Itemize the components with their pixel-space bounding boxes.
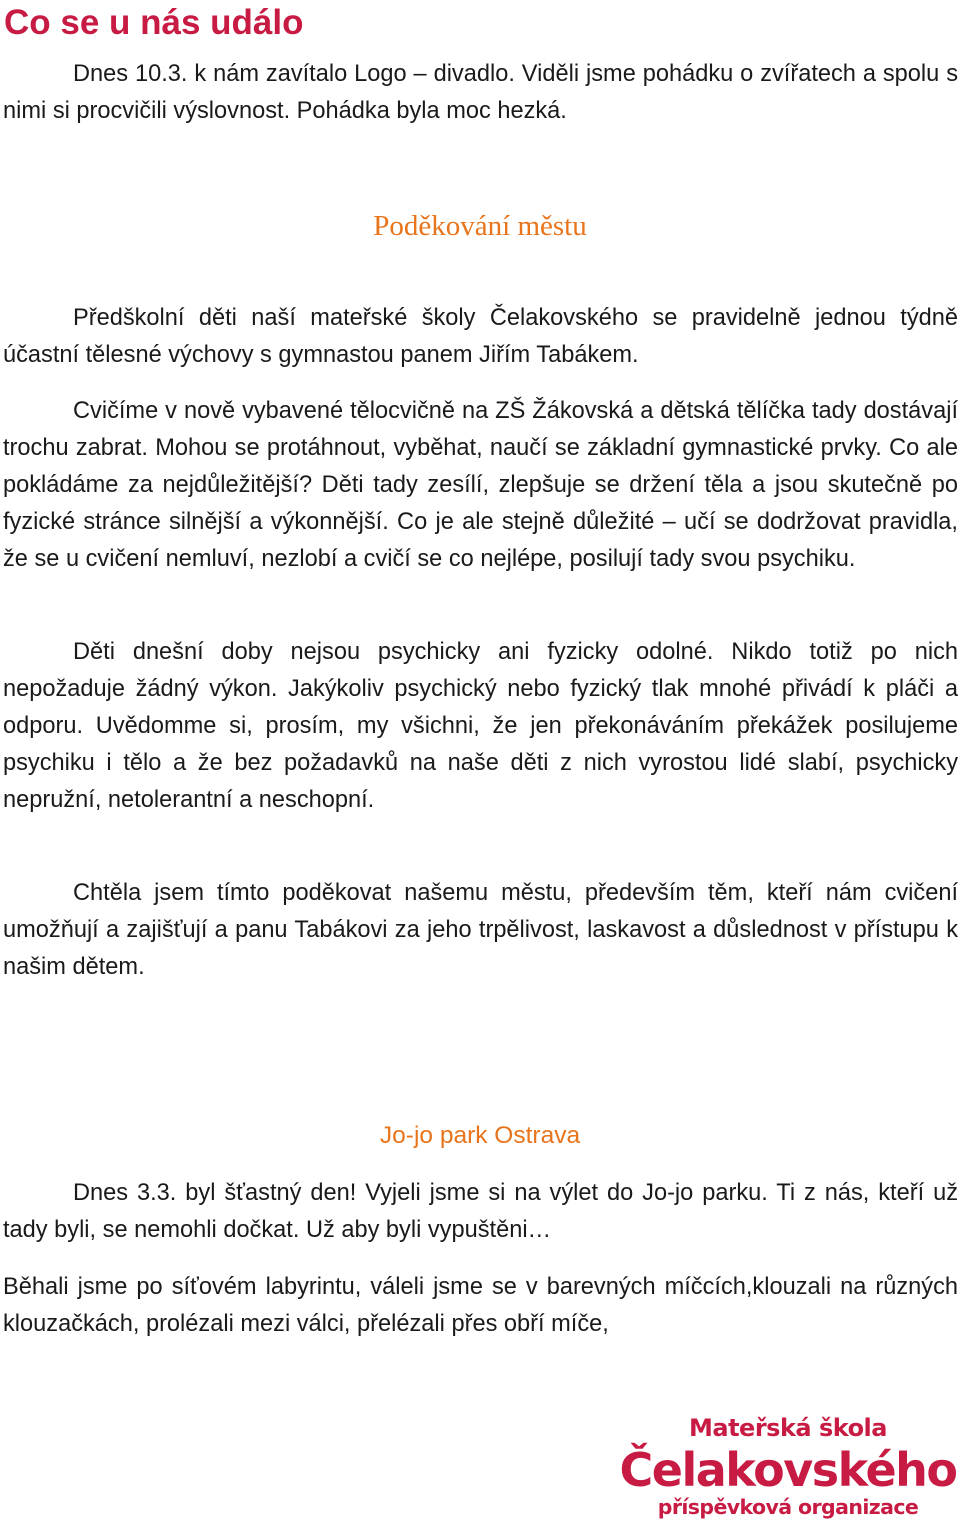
section-heading-jojo-park: Jo-jo park Ostrava xyxy=(379,1122,581,1149)
paragraph-thanks-intro: Předškolní děti naší mateřské školy Čelakovského se pravidelně jednou týdně účastní tělesné výchovy s gymnastou panem Jiřím Tabákem. xyxy=(3,305,958,368)
paragraph-gym: Cvičíme v nově vybavené tělocvičně na ZŠ Žákovská a dětská tělíčka tady dostávají trochu zabrat. Mohou se protáhnout, vyběhat, naučí se základní gymnastické prvky. Co ale pokládáme za nejdůležitější? Děti tady zesílí, zlepšuje se držení těla a jsou skutečně po fyzické stránce silnější a výkonnější. Co je ale stejně důležité – učí se dodržovat pravidla, že se u cvičení nemluví, nezlobí a cvičí se co nejlépe, posilují tady svou psychiku. xyxy=(3,398,958,572)
page-title: Co se u nás událo xyxy=(4,3,304,42)
paragraph-resilience: Děti dnešní doby nejsou psychicky ani fyzicky odolné. Nikdo totiž po nich nepožaduje žádný výkon. Jakýkoliv psychický nebo fyzický tlak mnohé přivádí k pláči a odporu. Uvědomme si, prosím, my všichni, že jen překonáváním překážek posilujeme psychiku i tělo a že bez požadavků na naše děti z nich vyrostou lidé slabí, psychicky nepružní, netolerantní a neschopní. xyxy=(3,639,958,813)
school-logo xyxy=(618,1410,958,1520)
paragraph-logo-theatre: Dnes 10.3. k nám zavítalo Logo – divadlo. Viděli jsme pohádku o zvířatech a spolu s nimi si procvičili výslovnost. Pohádka byla moc hezká. xyxy=(3,61,958,124)
logo-line-organization: příspěvková organizace xyxy=(657,1495,919,1519)
paragraph-gratitude: Chtěla jsem tímto poděkovat našemu městu, především těm, kteří nám cvičení umožňují a zajišťují a panu Tabákovi za jeho trpělivost, laskavost a důslednost v přístupu k našim dětem. xyxy=(3,880,958,980)
paragraph-jojo-activities: Běhali jsme po síťovém labyrintu, váleli jsme se v barevných míčcích,klouzali na různých klouzačkách, prolézali mezi válci, přelézali přes obří míče, xyxy=(3,1274,958,1337)
paragraph-jojo-trip: Dnes 3.3. byl šťastný den! Vyjeli jsme si na výlet do Jo-jo parku. Ti z nás, kteří už tady byli, se nemohli dočkat. Už aby byli vypuštěni… xyxy=(3,1180,958,1243)
logo-line-school-name: Čelakovského xyxy=(619,1443,957,1497)
logo-line-school-type: Mateřská škola xyxy=(689,1414,887,1442)
section-heading-thanks: Poděkování městu xyxy=(373,210,587,242)
